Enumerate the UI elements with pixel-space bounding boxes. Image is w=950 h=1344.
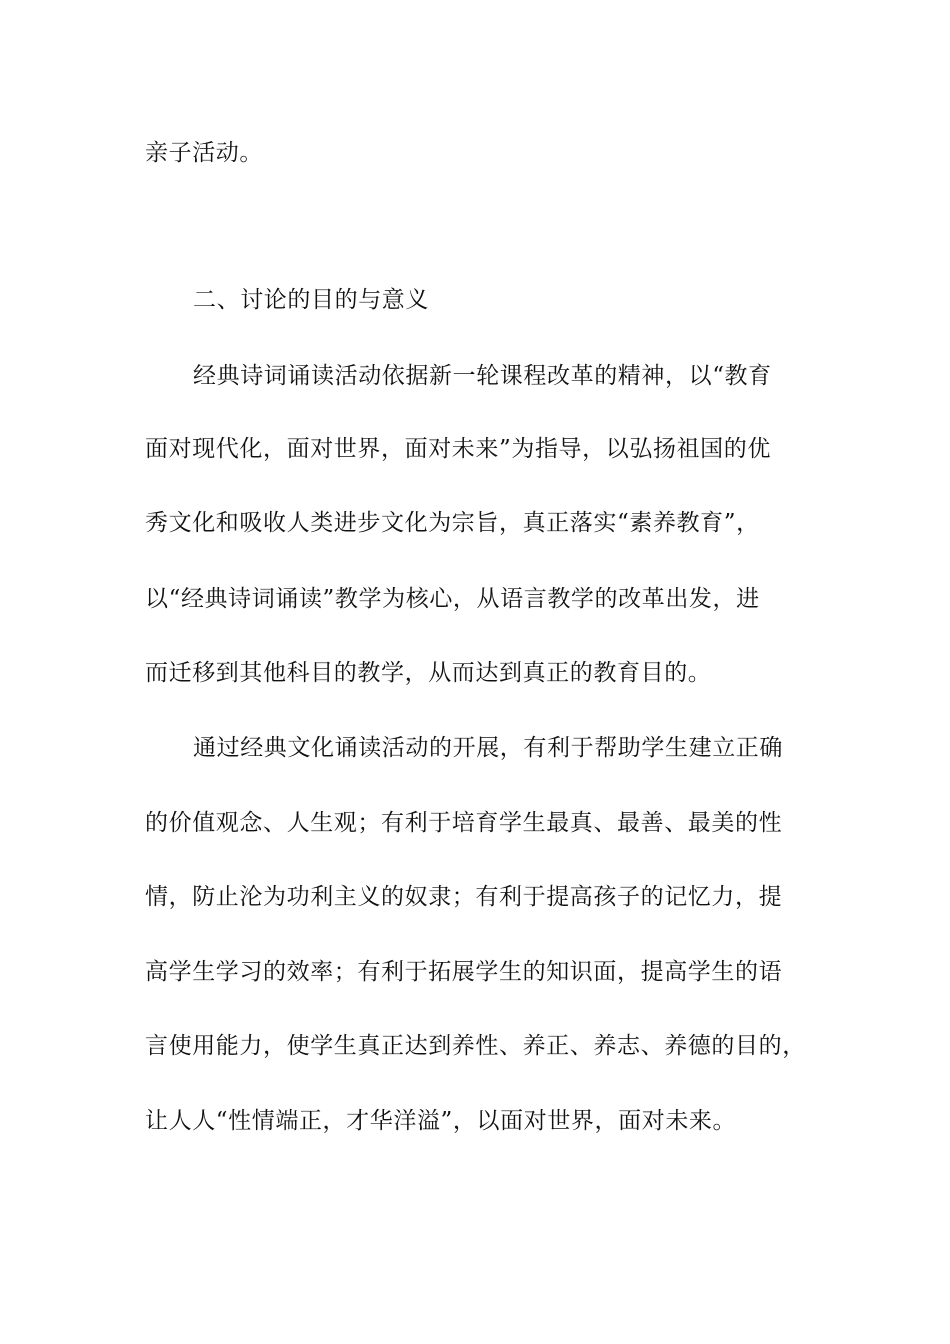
paragraph-1-line-2: 面对现代化，面对世界，面对未来”为指导，以弘扬祖国的优 xyxy=(145,436,771,462)
paragraph-2-line-2: 的价值观念、人生观；有利于培育学生最真、最善、最美的性 xyxy=(145,810,783,836)
paragraph-2-line-6: 让人人“性情端正，才华洋溢”，以面对世界，面对未来。 xyxy=(145,1108,737,1134)
paragraph-2-line-5: 言使用能力，使学生真正达到养性、养正、养志、养德的目的， xyxy=(145,1033,806,1059)
paragraph-1-line-1: 经典诗词诵读活动依据新一轮课程改革的精神，以“教育 xyxy=(193,363,772,389)
paragraph-2-line-1: 通过经典文化诵读活动的开展，有利于帮助学生建立正确 xyxy=(193,735,783,761)
paragraph-continuation-line: 亲子活动。 xyxy=(145,140,263,166)
paragraph-1-line-4: 以“经典诗词诵读”教学为核心，从语言教学的改革出发，进 xyxy=(145,586,760,612)
paragraph-1-line-3: 秀文化和吸收人类进步文化为宗旨，真正落实“素养教育”， xyxy=(145,510,760,536)
paragraph-1-line-5: 而迁移到其他科目的教学，从而达到真正的教育目的。 xyxy=(145,660,712,686)
paragraph-2-line-4: 高学生学习的效率；有利于拓展学生的知识面，提高学生的语 xyxy=(145,959,783,985)
paragraph-2-line-3: 情，防止沦为功利主义的奴隶；有利于提高孩子的记忆力，提 xyxy=(145,884,783,910)
section-heading: 二、讨论的目的与意义 xyxy=(193,287,429,313)
